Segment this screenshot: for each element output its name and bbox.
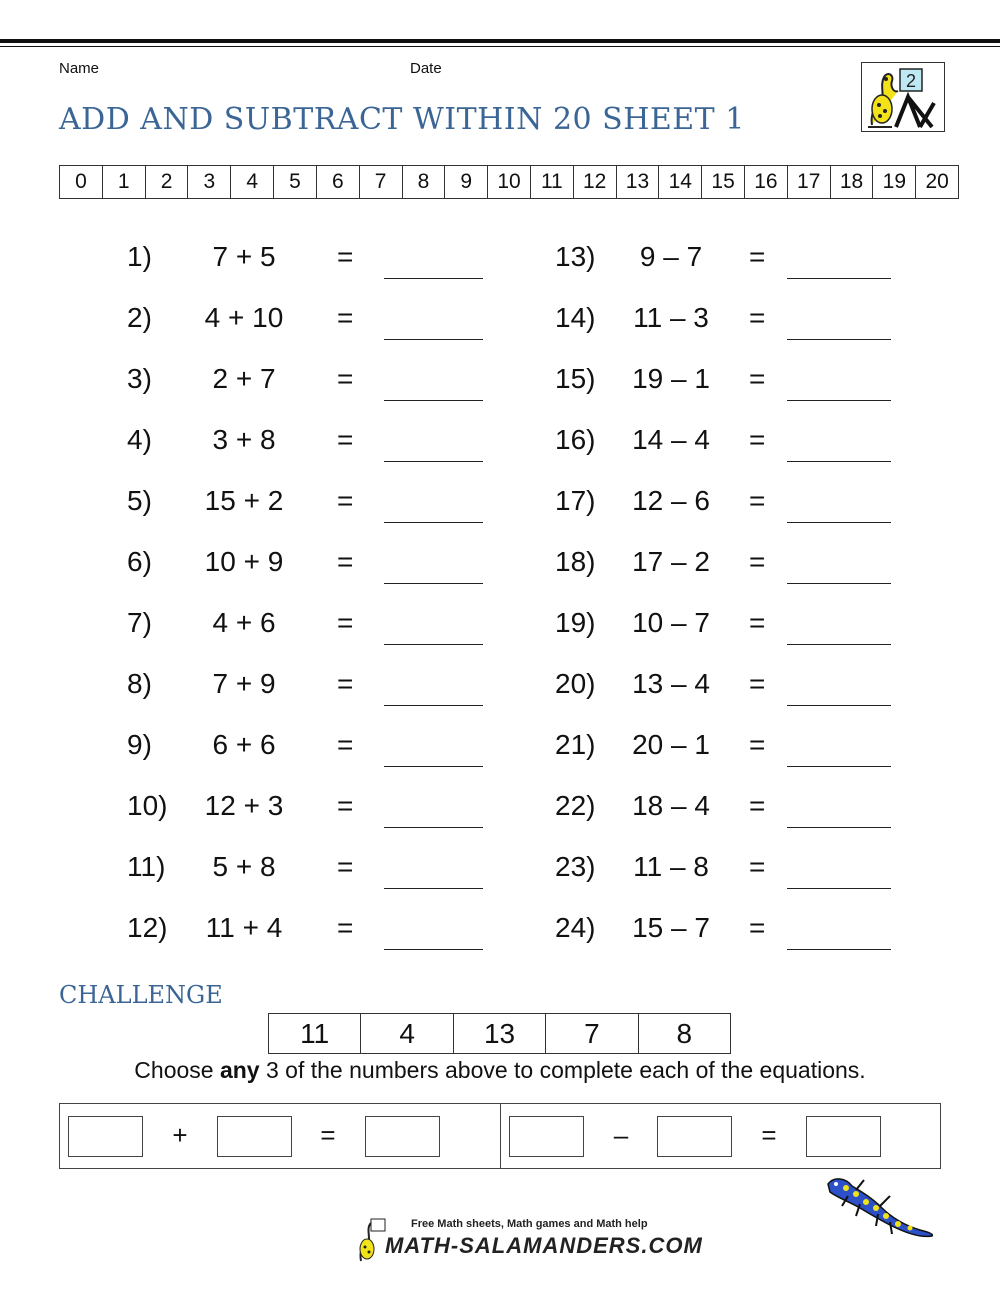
sum-box[interactable] [365,1116,440,1157]
number-line [59,165,959,199]
question-number: 3) [127,363,152,394]
footer-salamander-icon [355,1217,387,1263]
question-expression: 4 + 10 [204,302,284,333]
question-number: 9) [127,729,152,760]
answer-line[interactable] [787,949,891,950]
question-expression: 10 – 7 [632,607,710,638]
question-number: 16) [555,424,596,455]
equation-divider [500,1104,501,1168]
question-row [555,729,895,769]
equals-sign: = [749,363,766,394]
question-expression: 11 – 8 [633,851,709,882]
number-line-cell: 6 [317,166,360,198]
number-line-cell: 10 [488,166,531,198]
number-line-cell: 8 [403,166,446,198]
question-row [555,546,895,586]
challenge-equation-box [59,1103,941,1169]
question-row [127,485,487,525]
minus-sign: – [613,1120,629,1150]
question-number: 10) [127,790,168,821]
challenge-number-cell: 8 [676,1017,693,1049]
answer-line[interactable] [384,705,483,706]
question-number: 1) [127,241,152,272]
question-number: 15) [555,363,596,394]
challenge-number-table [268,1013,731,1054]
equals-sign-right: = [761,1120,777,1150]
equals-sign: = [749,302,766,333]
question-number: 23) [555,851,596,882]
question-expression: 7 + 5 [212,241,276,272]
equals-sign: = [337,546,354,577]
question-number: 8) [127,668,152,699]
answer-line[interactable] [384,949,483,950]
answer-line[interactable] [787,461,891,462]
question-row [555,790,895,830]
question-row [555,363,895,403]
equals-sign: = [337,424,354,455]
question-expression: 15 + 2 [204,485,284,516]
addend-1-box[interactable] [68,1116,143,1157]
question-row [127,424,487,464]
answer-line[interactable] [787,644,891,645]
question-row [555,851,895,891]
equals-sign: = [337,241,354,272]
equals-sign: = [337,851,354,882]
answer-line[interactable] [384,278,483,279]
number-line-cell: 19 [873,166,916,198]
answer-line[interactable] [384,888,483,889]
equals-sign: = [749,607,766,638]
salamander-illustration-icon [820,1172,938,1244]
question-row [127,546,487,586]
instruction-emphasis: any [219,1057,260,1083]
question-expression: 11 – 3 [633,302,709,333]
question-expression: 17 – 2 [632,546,710,577]
question-expression: 12 + 3 [204,790,284,821]
question-row [127,790,487,830]
number-line-cell: 15 [702,166,745,198]
number-line-cell: 3 [188,166,231,198]
question-expression: 15 – 7 [632,912,710,943]
question-row [127,729,487,769]
question-row [127,668,487,708]
equals-sign: = [749,729,766,760]
answer-line[interactable] [787,278,891,279]
equals-sign: = [749,851,766,882]
question-expression: 19 – 1 [632,363,710,394]
salamander-logo-icon [861,62,945,132]
question-number: 13) [555,241,596,272]
equals-sign: = [337,790,354,821]
answer-line[interactable] [787,827,891,828]
answer-line[interactable] [787,705,891,706]
question-expression: 14 – 4 [632,424,710,455]
number-line-cell: 1 [103,166,146,198]
question-number: 7) [127,607,152,638]
question-expression: 3 + 8 [212,424,276,455]
name-label: Name [59,60,100,77]
question-expression: 12 – 6 [632,485,710,516]
answer-line[interactable] [787,766,891,767]
question-number: 20) [555,668,596,699]
challenge-title: CHALLENGE [59,981,223,1009]
question-row [555,607,895,647]
challenge-number-cell: 7 [546,1014,638,1053]
number-line-cell: 13 [617,166,660,198]
answer-line[interactable] [787,400,891,401]
question-number: 19) [555,607,596,638]
question-number: 21) [555,729,596,760]
question-number: 4) [127,424,152,455]
footer-tagline: Free Math sheets, Math games and Math help [411,1218,648,1230]
equals-sign: = [749,546,766,577]
question-number: 5) [127,485,152,516]
question-row [127,363,487,403]
question-row [555,912,895,952]
challenge-number-cell: 4 [361,1014,453,1053]
equals-sign: = [749,912,766,943]
answer-line[interactable] [384,522,483,523]
question-expression: 4 + 6 [212,607,276,638]
question-number: 24) [555,912,596,943]
equals-sign: = [749,790,766,821]
question-expression: 6 + 6 [212,729,276,760]
plus-sign: + [172,1120,188,1150]
answer-line[interactable] [787,339,891,340]
number-line-cell: 17 [788,166,831,198]
question-expression: 10 + 9 [204,546,284,577]
equals-sign: = [749,485,766,516]
answer-line[interactable] [384,827,483,828]
subtrahend-box[interactable] [657,1116,732,1157]
question-expression: 7 + 9 [212,668,276,699]
number-line-cell: 20 [925,170,949,193]
equals-sign: = [337,668,354,699]
question-number: 11) [127,851,166,882]
number-line-cell: 0 [60,166,103,198]
top-rule-thick [0,39,1000,43]
number-line-cell: 2 [146,166,189,198]
question-number: 17) [555,485,596,516]
date-label: Date [410,60,442,77]
number-line-cell: 14 [659,166,702,198]
question-row [127,607,487,647]
instruction-text-before: Choose [134,1057,220,1083]
question-number: 14) [555,302,596,333]
answer-line[interactable] [384,644,483,645]
answer-line[interactable] [787,888,891,889]
question-row [127,241,487,281]
number-line-cell: 5 [274,166,317,198]
equals-sign-left: = [320,1120,336,1150]
question-expression: 13 – 4 [632,668,710,699]
question-number: 18) [555,546,596,577]
question-number: 22) [555,790,596,821]
question-row [127,912,487,952]
footer-branding [355,1215,703,1265]
answer-line[interactable] [384,766,483,767]
equals-sign: = [749,668,766,699]
equals-sign: = [337,607,354,638]
answer-line[interactable] [787,522,891,523]
number-line-cell: 9 [445,166,488,198]
equals-sign: = [337,363,354,394]
question-expression: 2 + 7 [212,363,276,394]
question-row [127,851,487,891]
equals-sign: = [337,485,354,516]
number-line-cell: 11 [531,166,574,198]
question-row [555,424,895,464]
answer-line[interactable] [384,583,483,584]
difference-box[interactable] [806,1116,881,1157]
question-row [555,241,895,281]
equals-sign: = [749,424,766,455]
top-rule-thin [0,46,1000,47]
instruction-text-after: 3 of the numbers above to complete each of the equations. [259,1057,866,1083]
question-expression: 18 – 4 [632,790,710,821]
question-expression: 9 – 7 [639,241,703,272]
challenge-number-cell: 11 [269,1014,361,1053]
equals-sign: = [749,241,766,272]
addend-2-box[interactable] [217,1116,292,1157]
question-expression: 5 + 8 [212,851,276,882]
page-title: ADD AND SUBTRACT WITHIN 20 SHEET 1 [59,102,745,137]
logo-badge: 2 [905,71,917,91]
minuend-box[interactable] [509,1116,584,1157]
answer-line[interactable] [384,339,483,340]
question-number: 12) [127,912,168,943]
question-expression: 20 – 1 [632,729,710,760]
answer-line[interactable] [787,583,891,584]
question-row [555,668,895,708]
number-line-cell: 16 [745,166,788,198]
equals-sign: = [337,912,354,943]
challenge-number-cell: 13 [454,1014,546,1053]
number-line-cell: 7 [360,166,403,198]
answer-line[interactable] [384,400,483,401]
question-row [127,302,487,342]
question-number: 2) [127,302,152,333]
number-line-cell: 4 [231,166,274,198]
number-line-cell: 12 [574,166,617,198]
equals-sign: = [337,302,354,333]
challenge-instruction [0,1057,1000,1084]
answer-line[interactable] [384,461,483,462]
question-number: 6) [127,546,152,577]
equals-sign: = [337,729,354,760]
question-row [555,302,895,342]
footer-brand[interactable]: MATH-SALAMANDERS.COM [385,1233,703,1258]
question-row [555,485,895,525]
question-expression: 11 + 4 [205,912,283,943]
number-line-cell: 18 [831,166,874,198]
